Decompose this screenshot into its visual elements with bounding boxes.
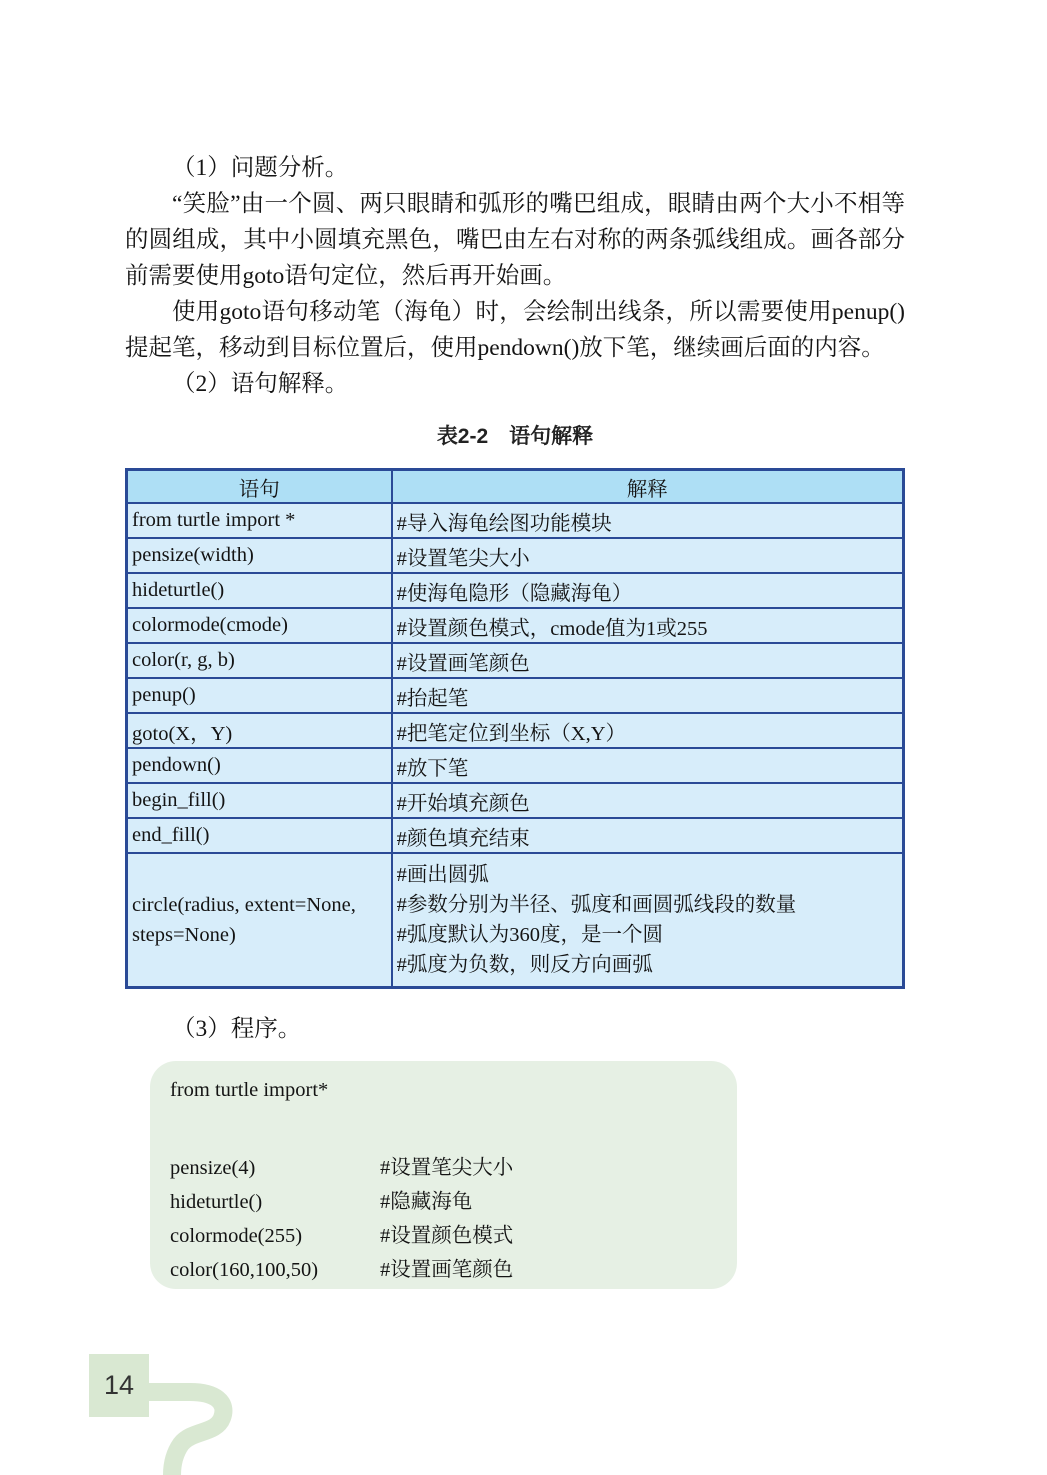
code-statement: colormode(255) bbox=[170, 1225, 303, 1247]
header-explanation: 解释 bbox=[392, 470, 904, 504]
code-comment: #设置颜色模式 bbox=[380, 1225, 514, 1247]
code-statement: color(160,100,50) bbox=[170, 1259, 319, 1281]
explanation-cell: #把笔定位到坐标（X,Y） bbox=[392, 713, 904, 748]
explanation-cell: #设置画笔颜色 bbox=[392, 643, 904, 678]
statement-line: steps=None) bbox=[132, 924, 236, 946]
paragraph-problem-analysis-heading: （1）问题分析。 bbox=[172, 155, 349, 181]
table-row bbox=[127, 643, 904, 678]
table-row bbox=[127, 573, 904, 608]
table-row bbox=[127, 678, 904, 713]
statement-cell: color(r, g, b) bbox=[127, 643, 392, 678]
explanation-cell: #导入海龟绘图功能模块 bbox=[392, 503, 904, 538]
explanation-line: #画出圆弧 bbox=[396, 864, 489, 886]
paragraph-program-heading: （3）程序。 bbox=[172, 1016, 302, 1042]
paragraph-statement-explanation-heading: （2）语句解释。 bbox=[172, 371, 349, 397]
page-content bbox=[125, 150, 905, 1289]
statement-cell: goto(X，Y) bbox=[127, 713, 392, 748]
statement-cell: end_fill() bbox=[127, 818, 392, 853]
explanation-cell: #放下笔 bbox=[392, 748, 904, 783]
table-row bbox=[127, 538, 904, 573]
explanation-line: #弧度默认为360度，是一个圆 bbox=[396, 924, 664, 946]
table-row bbox=[127, 713, 904, 748]
table-row bbox=[127, 608, 904, 643]
code-line bbox=[150, 1253, 737, 1287]
statement-cell: pensize(width) bbox=[127, 538, 392, 573]
code-line bbox=[150, 1151, 737, 1185]
explanation-cell: #开始填充颜色 bbox=[392, 783, 904, 818]
table-row bbox=[127, 783, 904, 818]
explanation-line: #参数分别为半径、弧度和画圆弧线段的数量 bbox=[396, 894, 797, 916]
table-row-circle bbox=[127, 853, 904, 988]
statement-cell: from turtle import * bbox=[127, 503, 392, 538]
code-comment: #隐藏海龟 bbox=[380, 1191, 473, 1213]
code-line bbox=[150, 1185, 737, 1219]
table-row bbox=[127, 503, 904, 538]
explanation-cell: #颜色填充结束 bbox=[392, 818, 904, 853]
paragraph-goto-penup-explanation: 使用goto语句移动笔（海龟）时，会绘制出线条，所以需要使用penup()提起笔，移动到目标位置后，使用pendown()放下笔，继续画后面的内容。 bbox=[125, 299, 905, 361]
code-statement: from turtle import* bbox=[170, 1079, 329, 1101]
code-comment: #设置笔尖大小 bbox=[380, 1157, 514, 1179]
statement-cell: hideturtle() bbox=[127, 573, 392, 608]
table-row bbox=[127, 748, 904, 783]
code-line bbox=[150, 1219, 737, 1253]
explanation-cell: #抬起笔 bbox=[392, 678, 904, 713]
code-statement: pensize(4) bbox=[170, 1157, 256, 1179]
table-row bbox=[127, 818, 904, 853]
statement-cell: begin_fill() bbox=[127, 783, 392, 818]
code-comment: #设置画笔颜色 bbox=[380, 1259, 514, 1281]
statement-explanation-table bbox=[125, 468, 905, 989]
header-statement: 语句 bbox=[127, 470, 392, 504]
statement-line: circle(radius, extent=None, bbox=[132, 894, 356, 916]
explanation-cell: #设置颜色模式，cmode值为1或255 bbox=[392, 608, 904, 643]
table-caption: 表2-2 语句解释 bbox=[436, 425, 594, 448]
statement-cell: pendown() bbox=[127, 748, 392, 783]
explanation-cell: #设置笔尖大小 bbox=[392, 538, 904, 573]
explanation-line: #弧度为负数，则反方向画弧 bbox=[396, 954, 653, 976]
paragraph-smiley-description: “笑脸”由一个圆、两只眼睛和弧形的嘴巴组成，眼睛由两个大小不相等的圆组成，其中小圆填充黑色，嘴巴由左右对称的两条弧线组成。画各部分前需要使用goto语句定位，然后再开始画。 bbox=[125, 191, 905, 289]
statement-cell: colormode(cmode) bbox=[127, 608, 392, 643]
statement-cell-circle bbox=[127, 853, 392, 988]
table-header-row bbox=[127, 470, 904, 504]
explanation-cell: #使海龟隐形（隐藏海龟） bbox=[392, 573, 904, 608]
page-number: 14 bbox=[103, 1370, 135, 1400]
statement-cell: penup() bbox=[127, 678, 392, 713]
program-code-block bbox=[150, 1061, 737, 1289]
explanation-cell-circle bbox=[392, 853, 904, 988]
code-statement: hideturtle() bbox=[170, 1191, 263, 1213]
decorative-green-ribbon bbox=[0, 1330, 300, 1475]
code-line bbox=[150, 1073, 737, 1107]
